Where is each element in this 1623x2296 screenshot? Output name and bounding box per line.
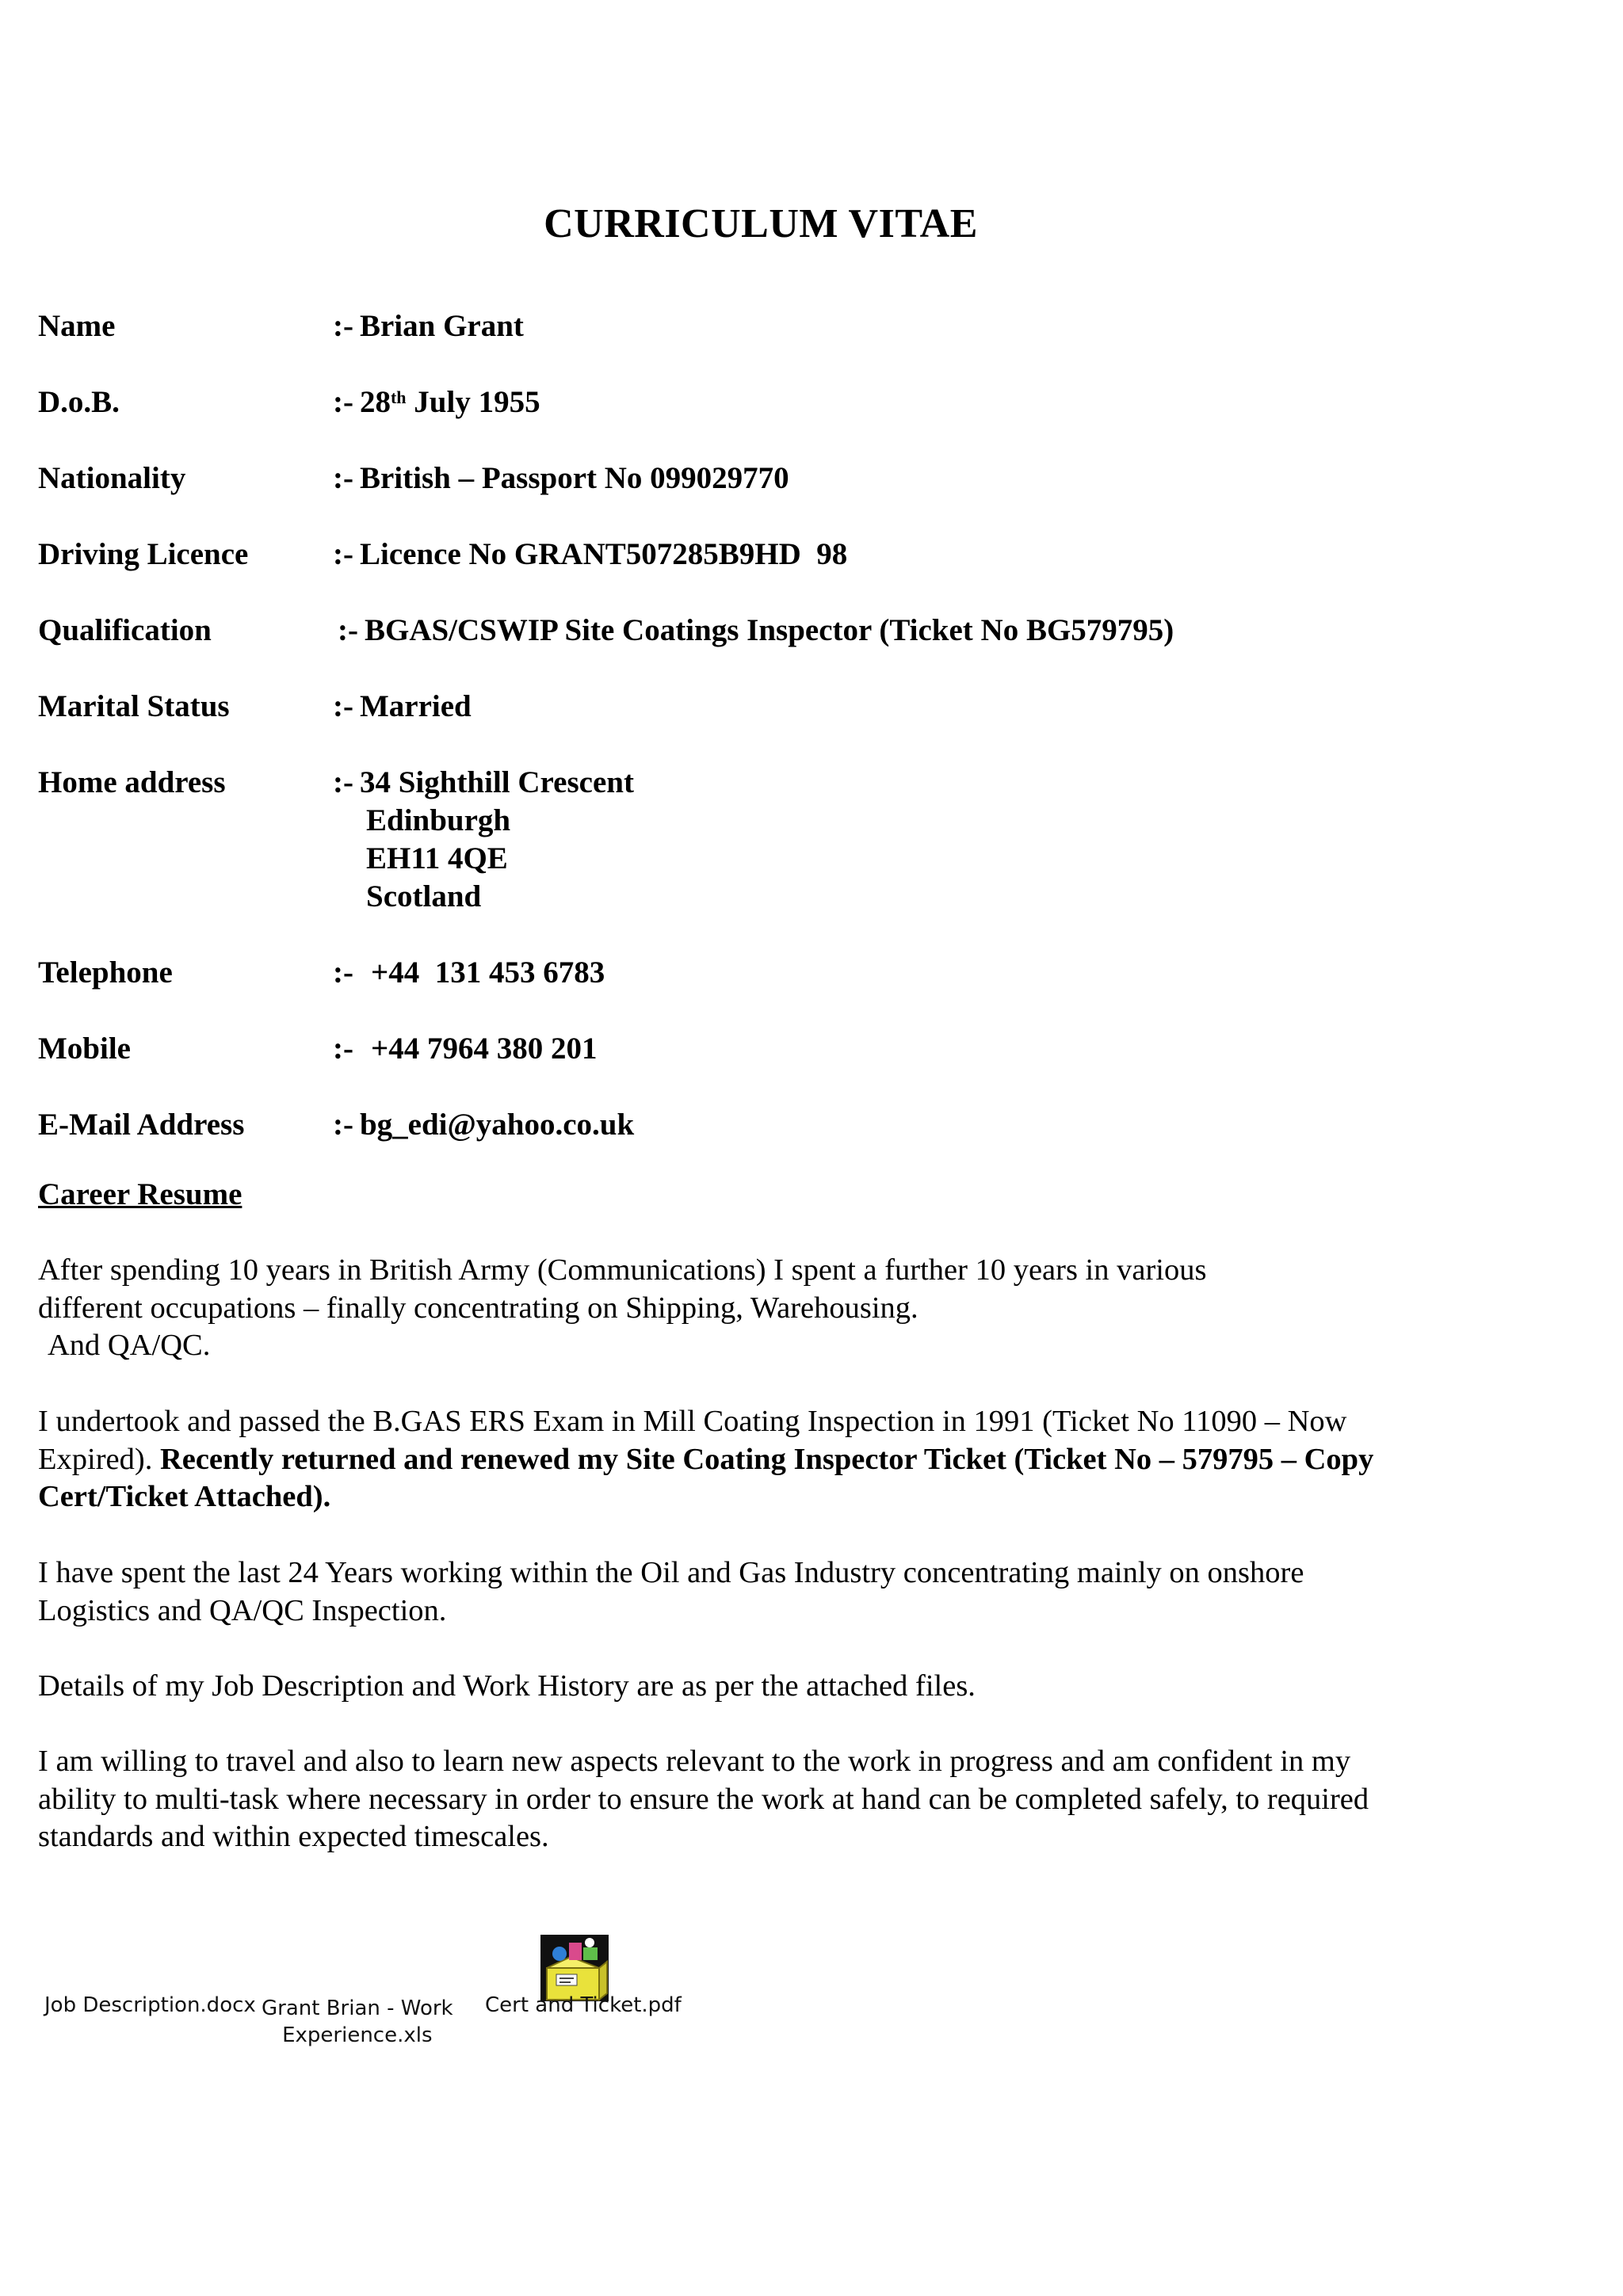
attachment-cert-ticket[interactable] — [485, 1992, 682, 2019]
career-resume-heading: Career Resume — [38, 1177, 242, 1211]
detail-value: :- bg_edi@yahoo.co.uk — [333, 1108, 635, 1142]
page-title: CURRICULUM VITAE — [544, 201, 978, 246]
address-line: Scotland — [366, 879, 482, 913]
detail-label: Home address — [38, 765, 226, 799]
detail-label: Qualification — [38, 613, 212, 647]
detail-value: :- British – Passport No 099029770 — [333, 461, 789, 495]
attachment-work-experience[interactable] — [262, 1995, 453, 2049]
attachment-job-description[interactable] — [44, 1992, 256, 2019]
detail-label: Mobile — [38, 1032, 131, 1066]
detail-label: Nationality — [38, 461, 186, 495]
detail-value: :- 28th July 1955 — [333, 385, 540, 419]
attachment-label: Grant Brian - Work — [262, 1997, 453, 2020]
career-paragraph-1: After spending 10 years in British Army (Communications) I spent a further 10 years in various different occupations – finally concentrating on Shipping, Warehousing. And QA/QC. — [38, 1253, 1207, 1362]
detail-value: :- +44 7964 380 201 — [333, 1032, 598, 1066]
detail-label: E-Mail Address — [38, 1108, 245, 1142]
address-line: Edinburgh — [366, 803, 511, 837]
detail-label: Name — [38, 309, 116, 343]
attachment-label: Cert and Ticket.pdf — [485, 1993, 682, 2017]
career-paragraph-4: Details of my Job Description and Work History are as per the attached files. — [38, 1669, 976, 1703]
detail-label: Marital Status — [38, 689, 230, 723]
career-paragraph-5: I am willing to travel and also to learn new aspects relevant to the work in progress and am confident in my ability to multi-task where necessary in order to ensure the work at hand can be completed safely, to required standards and within expected timescales. — [38, 1745, 1369, 1853]
career-paragraph-3: I have spent the last 24 Years working within the Oil and Gas Industry concentrating mainly on onshore Logistics and QA/QC Inspection. — [38, 1556, 1304, 1627]
detail-label: Driving Licence — [38, 537, 249, 571]
detail-value: :- 34 Sighthill Crescent — [333, 765, 634, 799]
address-line: EH11 4QE — [366, 841, 508, 875]
detail-value: :- BGAS/CSWIP Site Coatings Inspector (Ticket No BG579795) — [338, 613, 1174, 647]
detail-value: :- Brian Grant — [333, 309, 524, 343]
detail-label: D.o.B. — [38, 385, 120, 419]
detail-value: :- Married — [333, 689, 472, 723]
career-paragraph-2: I undertook and passed the B.GAS ERS Exam in Mill Coating Inspection in 1991 (Ticket No 11090 – Now Expired). Recently returned and renewed my Site Coating Inspector Ticket (Ticket No – 579795 – Copy Cert/Ticket Attached). — [38, 1405, 1374, 1513]
detail-value: :- +44 131 453 6783 — [333, 955, 605, 990]
attachment-label: Experience.xls — [282, 2023, 433, 2047]
attachments — [0, 1917, 713, 2076]
detail-value: :- Licence No GRANT507285B9HD 98 — [333, 537, 848, 571]
detail-label: Telephone — [38, 955, 173, 990]
attachment-label: Job Description.docx — [44, 1993, 256, 2017]
